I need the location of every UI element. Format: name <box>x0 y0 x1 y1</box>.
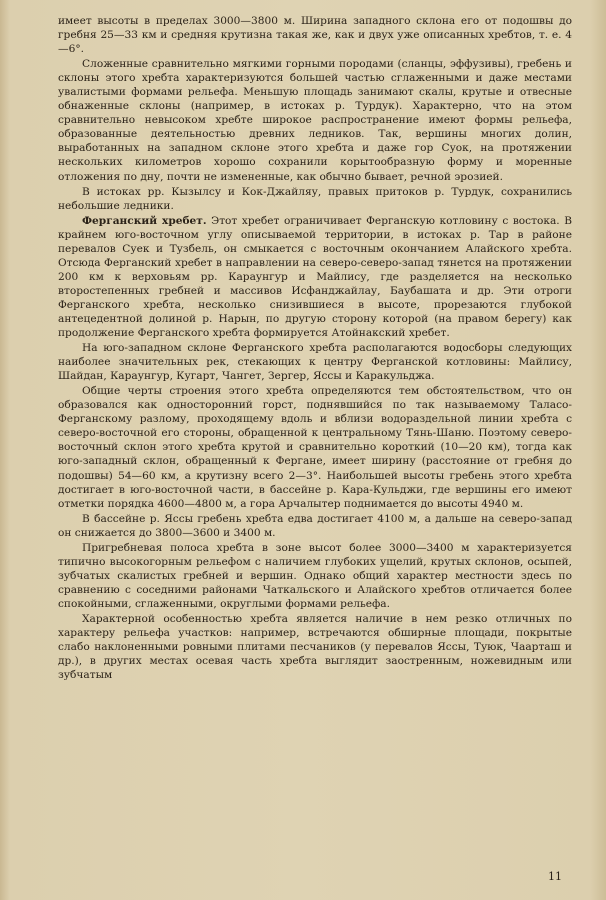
paragraph-7: В бассейне р. Яссы гребень хребта едва достигает 4100 м, а дальше на северо-запад он снижается до 3800—3600 и 3400 м. <box>58 512 572 539</box>
page-body <box>58 14 572 683</box>
page-number: 11 <box>548 870 562 883</box>
paragraph-3: В истоках рр. Кызылсу и Кок-Джайляу, правых притоков р. Турдук, сохранились небольшие ледники. <box>58 185 572 212</box>
paragraph-2: Сложенные сравнительно мягкими горными породами (сланцы, эффузивы), гребень и склоны этого хребта характеризуются большей частью сглаженными и даже местами увалистыми формами рельефа. Меньшую площадь занимают скалы, крутые и отвесные обнаженные склоны (например, в истоках р. Турдук). Характерно, что на этом сравнительно невысоком хребте широкое распространение имеют формы рельефа, образованные деятельностью древних ледников. Так, вершины многих долин, выработанных на западном склоне этого хребта и даже гор Суок, на протяжении нескольких километров хорошо сохранили корытообразную форму и моренные отложения по дну, почти не измененные, как обычно бывает, речной эрозией. <box>58 58 572 183</box>
paragraph-5: На юго-западном склоне Ферганского хребта располагаются водосборы следующих наиболее значительных рек, стекающих к центру Ферганской котловины: Майлису, Шайдан, Караунгур, Кугарт, Чангет, Зергер, Яссы и Каракульджа. <box>58 342 572 383</box>
paragraph-4-text: Этот хребет ограничивает Ферганскую котловину с востока. В крайнем юго-восточном углу описываемой территории, в истоках р. Тар в районе перевалов Суек и Тузбель, он смыкается с восточным окончанием Алайского хребта. Отсюда Ферганский хребет в направлении на северо-северо-запад тянется на протяжении 200 км к верховьям рр. Караунгур и Майлису, где разделяется на несколько второстепенных гребней и массивов Исфанджайлау, Баубашата и др. Эти отроги Ферганского хребта, несколько снизившиеся в высоте, прорезаются глубокой антецедентной долиной р. Нарын, по другую сторону которой (на правом берегу) как продолжение Ферганского хребта формируется Атойнакский хребет. <box>58 214 572 340</box>
paragraph-6: Общие черты строения этого хребта определяются тем обстоятельством, что он образовался как односторонний горст, поднявшийся по так называемому Таласо-Ферганскому разлому, проходящему вдоль и вблизи водораздельной линии хребта с северо-восточной его стороны, обращенной к центральному Тянь-Шаню. Поэтому северо-восточный склон этого хребта крутой и сравнительно короткий (10—20 км), тогда как юго-западный склон, обращенный к Фергане, имеет ширину (расстояние от гребня до подошвы) 54—60 км, а крутизну всего 2—3°. Наибольшей высоты гребень этого хребта достигает в юго-восточной части, в бассейне р. Кара-Кульджи, где вершины его имеют отметки порядка 4600—4800 м, а гора Арчалытер поднимается до высоты 4940 м. <box>58 385 572 510</box>
section-heading: Ферганский хребет. <box>82 214 207 227</box>
paragraph-4 <box>58 214 572 340</box>
paragraph-8: Пригребневая полоса хребта в зоне высот более 3000—3400 м характеризуется типично высокогорным рельефом с наличием глубоких ущелий, крутых склонов, осыпей, зубчатых скалистых гребней и вершин. Однако общий характер местности здесь по сравнению с соседними районами Чаткальского и Алайского хребтов отличается более спокойными, сглаженными, округлыми формами рельефа. <box>58 541 572 610</box>
paragraph-1: имеет высоты в пределах 3000—3800 м. Ширина западного склона его от подошвы до гребня 25—33 км и средняя крутизна такая же, как и двух уже описанных хребтов, т. е. 4—6°. <box>58 15 572 56</box>
paragraph-9: Характерной особенностью хребта является наличие в нем резко отличных по характеру рельефа участков: например, встречаются обширные площади, покрытые слабо наклоненными ровными плитами песчаников (у перевалов Яссы, Туюк, Чаарташ и др.), в других местах осевая часть хребта выглядит заостренным, ножевидным или зубчатым <box>58 612 572 682</box>
